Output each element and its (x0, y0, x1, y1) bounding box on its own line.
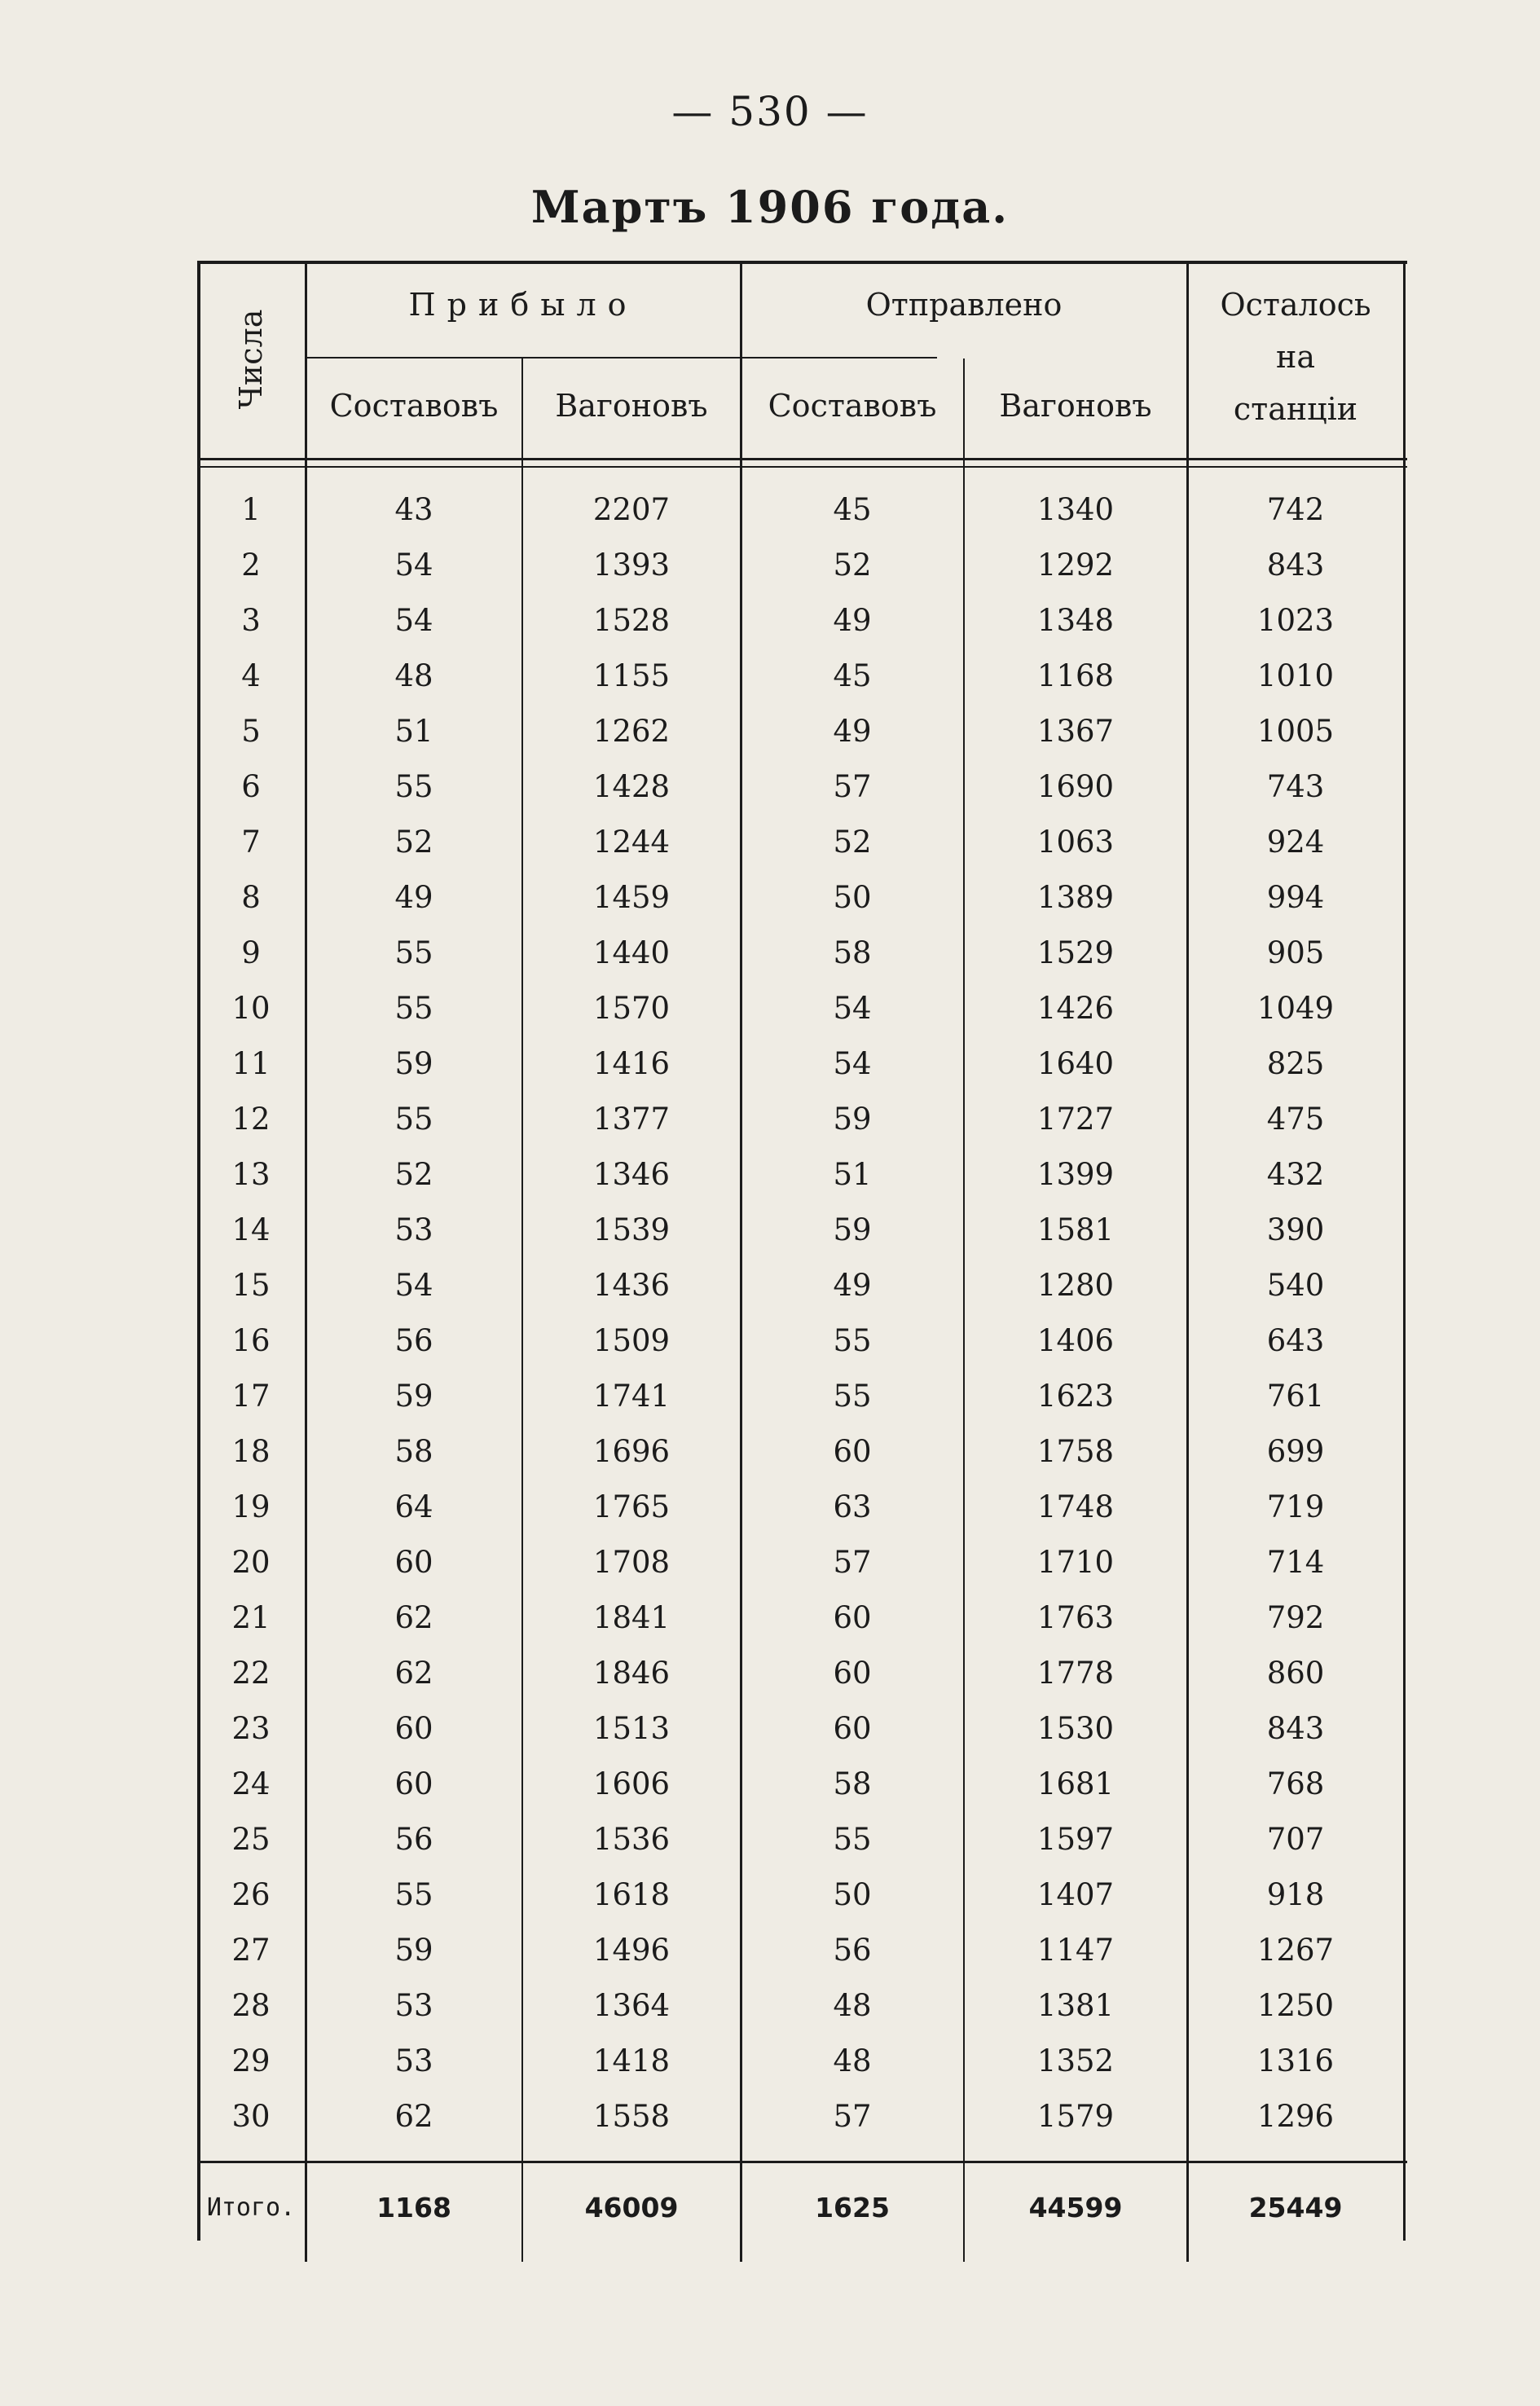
cell-arrived-trains: 64 (394, 1489, 433, 1524)
cell-day: 26 (231, 1877, 271, 1912)
cell-departed-wagons: 1348 (1036, 603, 1115, 638)
header-arrived-trains: Составовъ (329, 388, 499, 424)
cell-day: 12 (231, 1102, 271, 1137)
header-days: Числа (233, 309, 269, 410)
header-remaining-line3: станціи (1233, 391, 1358, 427)
cell-departed-trains: 60 (833, 1711, 872, 1746)
table-row (197, 1203, 1407, 1258)
cell-day: 25 (231, 1822, 271, 1857)
table-top-rule (197, 261, 1407, 264)
cell-departed-wagons: 1778 (1036, 1656, 1115, 1691)
cell-arrived-trains: 60 (394, 1711, 433, 1746)
table-row (197, 1701, 1407, 1757)
table-row (197, 538, 1407, 593)
cell-departed-trains: 57 (833, 2099, 872, 2134)
cell-arrived-wagons: 1440 (592, 935, 671, 970)
cell-arrived-wagons: 1436 (592, 1268, 671, 1303)
cell-departed-trains: 45 (833, 492, 872, 527)
cell-departed-trains: 60 (833, 1600, 872, 1635)
cell-day: 6 (241, 769, 261, 804)
cell-day: 18 (231, 1434, 271, 1469)
cell-departed-wagons: 1758 (1036, 1434, 1115, 1469)
cell-remaining: 475 (1266, 1102, 1325, 1137)
cell-arrived-wagons: 1536 (592, 1822, 671, 1857)
table-row (197, 2089, 1407, 2144)
cell-arrived-trains: 56 (394, 1323, 433, 1358)
cell-departed-trains: 48 (833, 2043, 872, 2078)
cell-arrived-wagons: 1696 (592, 1434, 671, 1469)
total-departed-wagons: 44599 (1028, 2192, 1123, 2223)
cell-day: 30 (231, 2099, 271, 2134)
cell-departed-wagons: 1763 (1036, 1600, 1115, 1635)
cell-day: 2 (241, 548, 261, 583)
page-number: — 530 — (671, 88, 869, 135)
cell-arrived-wagons: 1539 (592, 1212, 671, 1247)
cell-departed-wagons: 1748 (1036, 1489, 1115, 1524)
cell-departed-wagons: 1426 (1036, 991, 1115, 1026)
cell-remaining: 714 (1266, 1545, 1325, 1580)
cell-remaining: 1023 (1256, 603, 1335, 638)
cell-departed-wagons: 1681 (1036, 1766, 1115, 1801)
cell-departed-wagons: 1147 (1036, 1933, 1115, 1968)
cell-remaining: 1250 (1256, 1988, 1335, 2023)
cell-arrived-wagons: 1528 (592, 603, 671, 638)
cell-remaining: 792 (1266, 1600, 1325, 1635)
cell-day: 15 (231, 1268, 271, 1303)
cell-arrived-wagons: 1244 (592, 825, 671, 860)
cell-arrived-trains: 59 (394, 1046, 433, 1081)
cell-arrived-trains: 52 (394, 825, 433, 860)
cell-arrived-wagons: 1377 (592, 1102, 671, 1137)
cell-remaining: 699 (1266, 1434, 1325, 1469)
cell-departed-trains: 58 (833, 935, 872, 970)
cell-day: 19 (231, 1489, 271, 1524)
cell-departed-trains: 52 (833, 825, 872, 860)
table-row (197, 1867, 1407, 1923)
table-row (197, 1369, 1407, 1424)
cell-arrived-wagons: 1346 (592, 1157, 671, 1192)
cell-arrived-trains: 55 (394, 935, 433, 970)
table-row (197, 926, 1407, 981)
cell-arrived-wagons: 1513 (592, 1711, 671, 1746)
total-departed-trains: 1625 (815, 2192, 890, 2223)
cell-departed-trains: 49 (833, 714, 872, 749)
cell-departed-trains: 50 (833, 1877, 872, 1912)
cell-remaining: 707 (1266, 1822, 1325, 1857)
cell-remaining: 643 (1266, 1323, 1325, 1358)
cell-departed-trains: 45 (833, 658, 872, 693)
cell-remaining: 994 (1266, 880, 1325, 915)
table-row (197, 1424, 1407, 1480)
cell-departed-wagons: 1406 (1036, 1323, 1115, 1358)
cell-remaining: 742 (1266, 492, 1325, 527)
cell-day: 14 (231, 1212, 271, 1247)
table-row (197, 1480, 1407, 1535)
cell-departed-wagons: 1407 (1036, 1877, 1115, 1912)
cell-departed-trains: 57 (833, 1545, 872, 1580)
cell-arrived-wagons: 2207 (592, 492, 671, 527)
cell-arrived-trains: 54 (394, 548, 433, 583)
cell-arrived-trains: 48 (394, 658, 433, 693)
table-row (197, 2034, 1407, 2089)
cell-remaining: 1316 (1256, 2043, 1335, 2078)
cell-arrived-wagons: 1765 (592, 1489, 671, 1524)
cell-remaining: 432 (1266, 1157, 1325, 1192)
table-row (197, 981, 1407, 1036)
cell-remaining: 719 (1266, 1489, 1325, 1524)
cell-arrived-wagons: 1570 (592, 991, 671, 1026)
cell-day: 22 (231, 1656, 271, 1691)
table-row (197, 1258, 1407, 1313)
table-row (197, 1923, 1407, 1978)
cell-arrived-wagons: 1509 (592, 1323, 671, 1358)
cell-remaining: 1267 (1256, 1933, 1335, 1968)
cell-arrived-wagons: 1606 (592, 1766, 671, 1801)
cell-arrived-wagons: 1416 (592, 1046, 671, 1081)
cell-arrived-wagons: 1618 (592, 1877, 671, 1912)
cell-departed-trains: 63 (833, 1489, 872, 1524)
cell-departed-trains: 60 (833, 1656, 872, 1691)
cell-departed-wagons: 1623 (1036, 1379, 1115, 1414)
cell-arrived-trains: 55 (394, 1102, 433, 1137)
cell-remaining: 843 (1266, 1711, 1325, 1746)
table-row (197, 649, 1407, 704)
totals-label: Итого. (206, 2193, 296, 2222)
header-days-cell (197, 261, 305, 458)
header-departed-trains: Составовъ (768, 388, 937, 424)
header-remaining-line1: Осталось (1220, 287, 1371, 323)
cell-departed-trains: 55 (833, 1822, 872, 1857)
cell-day: 23 (231, 1711, 271, 1746)
cell-departed-trains: 54 (833, 1046, 872, 1081)
cell-arrived-wagons: 1364 (592, 1988, 671, 2023)
cell-departed-wagons: 1581 (1036, 1212, 1115, 1247)
cell-remaining: 1010 (1256, 658, 1335, 693)
cell-arrived-trains: 59 (394, 1379, 433, 1414)
table-row (197, 1978, 1407, 2034)
cell-arrived-trains: 53 (394, 1988, 433, 2023)
cell-remaining: 1049 (1256, 991, 1335, 1026)
cell-arrived-trains: 55 (394, 1877, 433, 1912)
cell-departed-wagons: 1727 (1036, 1102, 1115, 1137)
cell-arrived-trains: 54 (394, 603, 433, 638)
cell-departed-trains: 49 (833, 1268, 872, 1303)
cell-arrived-trains: 49 (394, 880, 433, 915)
cell-remaining: 1005 (1256, 714, 1335, 749)
cell-departed-trains: 55 (833, 1323, 872, 1358)
cell-remaining: 761 (1266, 1379, 1325, 1414)
cell-arrived-wagons: 1708 (592, 1545, 671, 1580)
cell-arrived-wagons: 1846 (592, 1656, 671, 1691)
cell-departed-trains: 57 (833, 769, 872, 804)
cell-day: 8 (241, 880, 261, 915)
cell-departed-trains: 48 (833, 1988, 872, 2023)
header-bottom-rule (197, 458, 1407, 460)
cell-remaining: 860 (1266, 1656, 1325, 1691)
cell-day: 21 (231, 1600, 271, 1635)
cell-arrived-wagons: 1393 (592, 548, 671, 583)
cell-departed-trains: 52 (833, 548, 872, 583)
cell-departed-trains: 49 (833, 603, 872, 638)
cell-departed-wagons: 1597 (1036, 1822, 1115, 1857)
cell-day: 16 (231, 1323, 271, 1358)
cell-departed-trains: 59 (833, 1212, 872, 1247)
cell-day: 29 (231, 2043, 271, 2078)
cell-day: 24 (231, 1766, 271, 1801)
cell-arrived-wagons: 1496 (592, 1933, 671, 1968)
cell-day: 28 (231, 1988, 271, 2023)
cell-day: 11 (231, 1046, 271, 1081)
header-departed-wagons: Вагоновъ (999, 388, 1152, 424)
cell-departed-wagons: 1529 (1036, 935, 1115, 970)
cell-departed-wagons: 1579 (1036, 2099, 1115, 2134)
cell-departed-wagons: 1399 (1036, 1157, 1115, 1192)
cell-arrived-trains: 59 (394, 1933, 433, 1968)
cell-arrived-trains: 62 (394, 2099, 433, 2134)
table-row (197, 1092, 1407, 1147)
cell-arrived-trains: 56 (394, 1822, 433, 1857)
cell-arrived-trains: 55 (394, 991, 433, 1026)
header-departed: Отправлено (865, 287, 1063, 323)
cell-departed-wagons: 1367 (1036, 714, 1115, 749)
cell-arrived-trains: 53 (394, 1212, 433, 1247)
cell-departed-wagons: 1292 (1036, 548, 1115, 583)
header-arrived-wagons: Вагоновъ (555, 388, 708, 424)
cell-day: 27 (231, 1933, 271, 1968)
header-bottom-rule-double (197, 466, 1407, 468)
cell-arrived-trains: 51 (394, 714, 433, 749)
table-row (197, 1590, 1407, 1646)
cell-day: 4 (241, 658, 261, 693)
cell-departed-wagons: 1340 (1036, 492, 1115, 527)
cell-arrived-wagons: 1558 (592, 2099, 671, 2134)
cell-departed-wagons: 1389 (1036, 880, 1115, 915)
total-remaining: 25449 (1248, 2192, 1343, 2223)
total-arrived-wagons: 46009 (584, 2192, 679, 2223)
cell-remaining: 1296 (1256, 2099, 1335, 2134)
cell-remaining: 390 (1266, 1212, 1325, 1247)
cell-departed-wagons: 1530 (1036, 1711, 1115, 1746)
cell-departed-trains: 58 (833, 1766, 872, 1801)
table-row (197, 1757, 1407, 1812)
cell-day: 1 (241, 492, 261, 527)
cell-arrived-trains: 54 (394, 1268, 433, 1303)
header-arrived: Прибыло (408, 287, 638, 323)
cell-arrived-trains: 53 (394, 2043, 433, 2078)
table-row (197, 1812, 1407, 1867)
table-row (197, 815, 1407, 870)
cell-remaining: 825 (1266, 1046, 1325, 1081)
cell-arrived-wagons: 1428 (592, 769, 671, 804)
cell-arrived-wagons: 1459 (592, 880, 671, 915)
cell-day: 5 (241, 714, 261, 749)
cell-arrived-trains: 60 (394, 1545, 433, 1580)
cell-departed-trains: 54 (833, 991, 872, 1026)
cell-departed-wagons: 1352 (1036, 2043, 1115, 2078)
totals-row (197, 2180, 1407, 2236)
cell-arrived-wagons: 1155 (592, 658, 671, 693)
cell-departed-wagons: 1640 (1036, 1046, 1115, 1081)
cell-arrived-trains: 52 (394, 1157, 433, 1192)
cell-departed-wagons: 1168 (1036, 658, 1115, 693)
table-row (197, 1646, 1407, 1701)
cell-day: 17 (231, 1379, 271, 1414)
cell-arrived-wagons: 1262 (592, 714, 671, 749)
cell-departed-wagons: 1063 (1036, 825, 1115, 860)
cell-departed-wagons: 1280 (1036, 1268, 1115, 1303)
cell-arrived-wagons: 1841 (592, 1600, 671, 1635)
table-row (197, 1535, 1407, 1590)
cell-arrived-trains: 62 (394, 1600, 433, 1635)
data-table (197, 261, 1407, 2262)
table-row (197, 1036, 1407, 1092)
cell-arrived-trains: 58 (394, 1434, 433, 1469)
cell-arrived-trains: 62 (394, 1656, 433, 1691)
cell-day: 10 (231, 991, 271, 1026)
cell-day: 13 (231, 1157, 271, 1192)
totals-top-rule (197, 2161, 1407, 2163)
cell-arrived-trains: 55 (394, 769, 433, 804)
table-row (197, 870, 1407, 926)
cell-arrived-wagons: 1418 (592, 2043, 671, 2078)
cell-remaining: 918 (1266, 1877, 1325, 1912)
cell-day: 3 (241, 603, 261, 638)
total-arrived-trains: 1168 (376, 2192, 451, 2223)
cell-remaining: 905 (1266, 935, 1325, 970)
cell-departed-wagons: 1710 (1036, 1545, 1115, 1580)
cell-departed-trains: 55 (833, 1379, 872, 1414)
header-remaining-line2: на (1276, 339, 1315, 375)
cell-arrived-trains: 60 (394, 1766, 433, 1801)
cell-departed-trains: 60 (833, 1434, 872, 1469)
table-row (197, 482, 1407, 538)
table-row (197, 704, 1407, 759)
cell-departed-wagons: 1690 (1036, 769, 1115, 804)
cell-remaining: 924 (1266, 825, 1325, 860)
cell-day: 20 (231, 1545, 271, 1580)
cell-arrived-trains: 43 (394, 492, 433, 527)
cell-remaining: 843 (1266, 548, 1325, 583)
cell-day: 7 (241, 825, 261, 860)
table-row (197, 1313, 1407, 1369)
cell-remaining: 768 (1266, 1766, 1325, 1801)
header-sub-rule-arrived (306, 357, 937, 358)
page-title: Мартъ 1906 года. (530, 181, 1010, 233)
cell-departed-trains: 50 (833, 880, 872, 915)
cell-day: 9 (241, 935, 261, 970)
table-row (197, 759, 1407, 815)
cell-departed-trains: 51 (833, 1157, 872, 1192)
table-row (197, 1147, 1407, 1203)
cell-remaining: 743 (1266, 769, 1325, 804)
cell-departed-trains: 56 (833, 1933, 872, 1968)
table-row (197, 593, 1407, 649)
cell-departed-trains: 59 (833, 1102, 872, 1137)
cell-departed-wagons: 1381 (1036, 1988, 1115, 2023)
cell-remaining: 540 (1266, 1268, 1325, 1303)
cell-arrived-wagons: 1741 (592, 1379, 671, 1414)
